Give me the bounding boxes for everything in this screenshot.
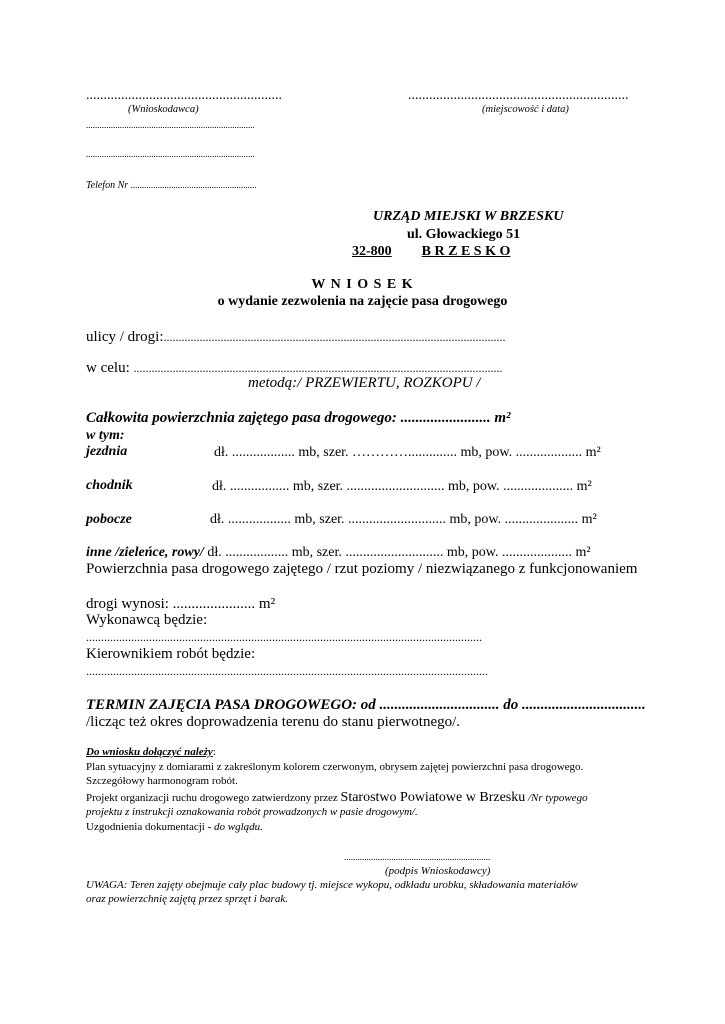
manager-label: Kierownikiem robót będzie: (86, 646, 256, 662)
row-label-chodnik: chodnik (86, 478, 133, 493)
attachments-heading: Do wniosku dołączyć należy (86, 746, 213, 758)
attachments-colon: : (212, 746, 216, 758)
office-city: B R Z E S K O (421, 244, 511, 259)
row-dims-pobocze: dł. .................. mb, szer. ............................ mb, pow. ..................... m² (210, 512, 597, 527)
form-subtitle: o wydanie zezwolenia na zajęcie pasa drogowego (217, 294, 508, 309)
attachment-item-1: Plan sytuacyjny z domiarami z zakreślonym kolorem czerwonym, obrysem zajętej powierzchni pasa drogowego. (86, 761, 584, 773)
total-area-unit: m² (494, 410, 511, 426)
row-label-jezdnia: jezdnia (86, 444, 128, 459)
applicant-label: (Wnioskodawca) (128, 104, 199, 115)
phone-dots: ........................................................ (130, 180, 257, 190)
row-inne (86, 545, 591, 561)
total-area-label: Całkowita powierzchnia zajętego pasa drogowego: (86, 410, 397, 426)
purpose-dots: ........................................................................................................................... (133, 361, 503, 375)
attachment-item-2: Szczegółowy harmonogram robót. (86, 775, 238, 787)
phone-field (86, 180, 257, 191)
projection-text: Powierzchnia pasa drogowego zajętego / rzut poziomy / niezwiązanego z funkcjonowaniem (86, 561, 638, 577)
attachment-item-3-suffix: /Nr typowego (527, 792, 588, 804)
row-dims-chodnik: dł. ................. mb, szer. ............................ mb, pow. .................... m² (212, 479, 592, 494)
purpose-label: w celu: (86, 360, 130, 376)
signature-label: (podpis Wnioskodawcy) (385, 865, 491, 877)
phone-label: Telefon Nr (86, 180, 129, 191)
street-dots: .................................................................................................................. (163, 330, 506, 344)
manager-dots: ...................................................................................................................................... (86, 664, 488, 678)
street-label: ulicy / drogi: (86, 329, 164, 345)
total-area-dots: ........................ (400, 410, 491, 426)
office-postcode: 32-800 (352, 244, 392, 259)
row-dims-inne: dł. .................. mb, szer. ............................ mb, pow. .................... m² (207, 545, 591, 560)
attachments-heading-line (86, 746, 216, 758)
office-street: ul. Głowackiego 51 (407, 227, 521, 242)
applicant-line-3: ........................................................................... (86, 149, 255, 159)
office-city-line (352, 244, 510, 260)
row-dims-jezdnia: dł. .................. mb, szer. ………….............. mb, pow. ................... m² (214, 445, 601, 460)
term-line: TERMIN ZAJĘCIA PASA DROGOWEGO: od ................................ do ................................. (86, 697, 646, 713)
notice-line-2: oraz powierzchnię zajętą przez sprzęt i barak. (86, 893, 288, 905)
method-text: metodą:/ PRZEWIERTU, ROZKOPU / (248, 375, 481, 391)
attachment-item-4 (86, 821, 263, 833)
attachment-item-3-cont: projektu z instrukcji oznakowania robót prowadzonych w pasie drogowym/. (86, 806, 418, 818)
street-field (86, 329, 506, 346)
attachment-item-4-suffix: do wglądu. (214, 821, 263, 833)
notice-line-1: UWAGA: Teren zajęty obejmuje cały plac budowy tj. miejsce wykopu, odkładu urobku, składowania materiałów (86, 879, 578, 891)
place-date-dots: ............................................................... (408, 88, 629, 103)
signature-dots: ................................................................. (344, 852, 491, 862)
office-name: URZĄD MIEJSKI W BRZESKU (373, 209, 564, 224)
term-note: /licząc też okres doprowadzenia terenu do stanu pierwotnego/. (86, 714, 461, 730)
road-area-total: drogi wynosi: ...................... m² (86, 596, 276, 612)
contractor-dots: .................................................................................................................................... (86, 630, 482, 644)
applicant-line-2: ........................................................................... (86, 120, 255, 130)
attachment-item-3-prefix: Projekt organizacji ruchu drogowego zatwierdzony przez (86, 792, 338, 804)
form-title: W N I O S E K (311, 277, 414, 292)
applicant-dots: ........................................................ (86, 88, 282, 103)
attachment-item-3 (86, 790, 588, 806)
row-label-inne: inne /zieleńce, rowy/ (86, 545, 204, 560)
row-label-pobocze: pobocze (86, 512, 132, 527)
contractor-label: Wykonawcą będzie: (86, 612, 208, 628)
attachment-item-3-office: Starostwo Powiatowe w Brzesku (340, 790, 526, 805)
place-date-label: (miejscowość i data) (482, 104, 569, 115)
attachment-item-4-prefix: Uzgodnienia dokumentacji - (86, 821, 212, 833)
total-area-line (86, 410, 511, 427)
including-label: w tym: (86, 428, 125, 443)
